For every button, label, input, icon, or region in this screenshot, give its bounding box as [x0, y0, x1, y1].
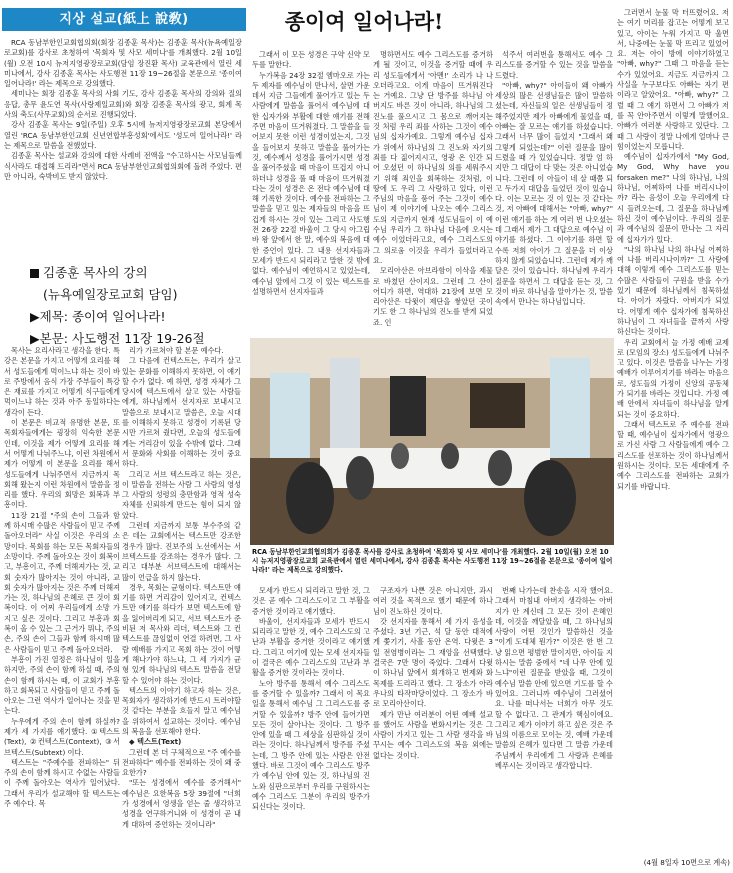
- lead-paragraph: 김종훈 목사는 설교와 강의에 대한 사례비 전액을 "수고하시는 사모님들께 식사라도 대접해 드리라"면서 RCA 동남부한인교회협의회에 돌려 주었다. 편만 아니라, 숙박비도 받지 않았다.: [4, 151, 242, 181]
- article-paragraph: 누가복음 24장 32절 엠마오로 가는 두 제자를 예수님이 만나서, 살면 가운데서 지금 그들에게 풀어가고 있는 두 사람에게 말씀을 풀어서 예수님에 대한 십자가와 부활에 대한 얘기를 전해주면 마음이 뜨거워졌다. 그 말씀을 들어보지 못한 이런 성경이었는지, 그것을 들어보지 못하고 말씀을 풀어가는 것, 예수께서 성경을 풀어가시면 성경을 풀어주셨을 때 마음이 뜨겁지 아니하더냐 성경을 풀 때 마음이 뜨거워졌다는 것이 성경은 온 전다 예수님에 대해 기록한 것이다. 예수를 전파하는 그 말씀을 믿고 있는 제자들의 마음을 뜨겁게 하시는 것이 있는 그리고 사도행전 26장 22절 바울이 그 당시 아그립바 왕 앞에서 한 말, 예수의 복음에 대한 증언이 있다. 그 내용 선지자들과 모세가 반드시 되리라고 말한 것 밖에 없다. 예수님이 예언하시고 있었는데, 예수님 앞에서 그것 이 있는 텍스트를 설명하면서 선지자들과: [252, 70, 370, 296]
- article-column-4: [373, 50, 493, 335]
- subheading-text: ◆ 텍스트(Text): [129, 737, 182, 747]
- article-paragraph: 경우, 목회는 균형이다. 텍스트만 얘기를 하면 거리감이 있어지고, 컨텍스트만 얘기를 하다가 보면 텍스트에 함을 잃어버리게 되고, 서브 텍스트가 준비된 저 목사와 리더, 텍스트와 그 컨텍스트를 끊임없이 연결 하려면, 그 사람 예배를 가지고 목회 하는 것이 어떻게 해나가야 하느냐, 그 세 가지가 균형 있게 하나님의 텍스트 말씀을 전달할 수 있어야 하는 것이다.: [122, 582, 241, 685]
- article-paragraph: 그러면서 눈물 막 터뜨렸어요. 저는 여기 머리를 잡고는 어떻게 보고 있고, 아이는 누워 가지고 막 울면서, 나중에는 눈물 막 뜨리고 있었어요. 저는 아이 방에 이야기하였고 "아빠, why?" 그때 그 마음을 듣는 수가 있었어요. 지금도 지금까지 그 사실을 누구보다도 아빠는 자기 편이라고 알았어요. "아빠, why?" 그럴 때 그 얘기 하면서 그 아빠가 저를 꼭 안아주면서 이렇게 말했어요. 아빠가 여러분 사랑하고 있단다. 그때 그 사랑이 정말 나에게 얼마나 큰 힘이었는지 모릅니다.: [617, 8, 729, 151]
- arrow-icon: ▶: [30, 309, 40, 324]
- conference-photo: [250, 338, 614, 545]
- info-speaker: 김종훈 목사의 강의: [30, 262, 245, 284]
- article-paragraph: 그런데 지금까지 보통 부수주의 같은 데는 교회에서는 텍스트만 강조한 경우가 많다. 진보주의 노선에서는 서브텍스트를 강조하는 경우가 많다. 그리고 대부분 서브텍스트에 대해서는 많이 언급을 하지 않는다.: [122, 521, 241, 582]
- article-column-6: [252, 586, 370, 869]
- article-paragraph: 그래서 텍스트로 주 예수를 전파할 때, 예수님이 십자가에서 영광으로 가신 사람 그 사람들에게 예수 그리스도를 선포하는 것이 하나님께서 원하시는 것이다. 모든 세대에게 주 예수 그리스도를 전파하는 교회가 되기를 바랍니다.: [617, 419, 729, 491]
- info-scripture: ▶본문: 사도행전 11장 19-26절: [30, 331, 205, 346]
- article-paragraph: 그래서 이 모든 성경은 구약 신약 모두를 말한다.: [252, 50, 370, 70]
- headline: 종이여 일어나라!: [284, 9, 444, 34]
- article-column-2: [122, 346, 241, 869]
- article-paragraph: 누우에게 주의 손이 함께 하실까? 제가 세 가지를 얘기했다. ①텍스트(Text), ②컨텍스트(Context), ③서브텍스트(Subtext) 이다.: [4, 716, 120, 757]
- article-paragraph: 갓 선지자를 통해서 세 가지 음성을 주셨다. 3년 기근, 석 달 동안 대적에게 쫓기기, 사흘 동안 온역. 다윗은 3일 전염병이라는 그 재앙을 선택했다. 결국은 7만 명이 죽었다. 그래서 다윗이 하나님 앞에서 회개하고 번제와 화목제를 드리라고 했다. 그 장소가 아라우나의 타작마당이었다. 그 장소가 바로 모리아산이다.: [373, 616, 493, 709]
- article-paragraph: 그리고 서브 텍스트라고 하는 것은, 이 말씀을 전하는 사람 그 사람의 영성 그 사람의 성령의 충만함과 영적 성숙 자체를 신뢰하게 만드는 힘이 되지 않았다.: [122, 469, 241, 520]
- article-paragraph: "아빠, why?" 아이들이 왜 아빠가 세상의 많은 선생님들은 많이 말씀하셨는데, 자신들의 일은 선생님들이 정해주었지만 제가 아빠에게 물었을 때, 아빠는 잘 모르는 얘기를 하셨습니다. 그래서 너무 많이 들었지 "그래서 왜 그렇게 되었는데?" 이런 질문을 많이 드렸을 때 가 있었습니다. 정말 엄 하지만 그 대답이 다 맞는 것은 아니었습니다. 그런데 이 아들이 네 살 때쯤 되고 두가지 대답을 들었던 것이 있습니다. 이는 모르는 것 이 있는 것 같다는 것, 저 아빠에 대해서는 "아빠, why?" 이런 얘기를 하는 게 여러 번 나오셨는데 그래서 제가 그 대답으로 예수님 이야기를 하셨다. 그 이야기를 하면 할 수록 저희 아이가 그 질문을 더 이상 하지 않게 되었습니다. 그런데 제가 깨달은 것이 있습니다. 하나님께 우리가 질문을 하면서 그 대답을 듣는 것, 그것이 바로 하나님을 알아가는 것, 말씀 속에서 만나는 하나님입니다.: [495, 80, 613, 307]
- article-paragraph: 노아 방주를 통해서 예수 그리스도를 증거할 수 있을까? 그래서 이 목요일을 통해서 예수님 그 그리스도를 증거할 수 있을까? 방주 안에 들어가면 모든 것이 살아나는 것이다. 그 방주 안에 있을 때 그 세상을 심판하실 것이라는 것이다. 하나님께서 방주를 주셨는데, 그 방주 안에 있는 사람은 안전했다. 바로 그것이 예수 그리스도 방주가 예수님 안에 있는 것, 하나님의 진노와 심판으로부터 우리를 구원하시는 예수 그리스도 그분이 우리의 방주가 되신다는 것이다.: [252, 678, 370, 812]
- article-paragraph: 부흥이 가진 열정은 하나님이 일을 하지만, 주의 손이 함께 하실 때, 주의 손이 함께 하시는 때, 이 교회가 부흥하고 회복되고 사람들이 믿고 주께 돌아오는 그런 역사가 일어나는 것을 믿는다.: [4, 654, 120, 716]
- article-paragraph: 리가 가르쳐야 할 본문 예수다.: [129, 346, 224, 355]
- article-paragraph: "또는 성경에서 예수를 증거해서" 예수님은 요한복음 5장 39절에 "너희가 성경에서 영생을 얻는 줄 생각하고 성경을 연구하거니와 이 성경이 곧 내게 대하여 증언하는 것이니라": [122, 778, 241, 829]
- lecture-info-box: [30, 262, 245, 350]
- article-paragraph: 모세가 반드시 되리라고 말한 것, 그것은 곧 예수 그리스도이고 그 부활을 증거한 것이라고 얘기했다.: [252, 586, 370, 616]
- conference-photo-illustration: [250, 338, 614, 545]
- article-paragraph: 11장 21절 "주의 손이 그들과 함께 하시매 수많은 사람들이 믿고 주께 돌아오더라" 사실 이것은 우리의 소망이다. 목회를 하는 모든 목회자들의 소망이다. 주께 돌아오는 것이 회복이고, 부흥이고, 주께 더해져가는 것, 교회 숫자가 많아지는 것이 아니라, 교회 숫자가 많아지는 것은 주께 더해져가는 것, 하나님의 은혜로 큰 것이 회복이다. 이 어찌 우리들에게 소망 가지고 싶은 것이다. 그리고 부흥과 회복이 올 수 있는 그 근거가 뭐냐, 주의 손, 주의 손이 그들과 함께 하시매 많은 사람들이 믿고 주께 돌아오더라.: [4, 510, 120, 654]
- article-paragraph: 텍스트는 "주예수를 전파하는" 뒤 주의 손이 함께 하시고 수없는 사람들이 주께 돌아오는 역사가 일어났다. 그래서 우리가 설교해야 할 텍스트는 주 예수다. 목: [4, 757, 120, 809]
- article-paragraph: 번째 나가는데 찬송을 시작 했어요. 그래서 마침내 아버지 생각하는 아버지가 안 계신데 그 모든 것이 은혜인데, 이것을 깨달았을 때, 그 하나님의 사랑이 어떤 것인가 말씀하신 것을 "이게 도대체 뭔가?" 이것은 한 번 그냥 읽으면 평범한 말이지만, 아이들 지 하시는 말씀 중에서 "네 나무 안에 있느냐"이런 질문을 받았을 때, 그것이 예수님 말씀 안에 있으면 기도를 할 수 있어요. 그러니까 예수님이 그러셨어요. 나를 떠나서는 너희가 아무 것도 할 수 없다고. 그 관계가 핵심이에요. 그리고 제가 이야기 하고 싶은 것은 주님의 이름으로 모이는 것, 예배 가운데 말씀의 은혜가 있다면 그 말씀 가운데 주님께서 우리에게 그 사랑과 은혜를 베푸시는 것이라고 생각합니다.: [495, 586, 613, 771]
- lead-paragraph: 세미나는 회장 김종훈 목사의 사회 기도, 강사 김종훈 목사의 강의와 질의 응답, 총무 윤도연 목사(사랑제일교회)와 회장 김종훈 목사의 광고, 회계 목사의 축도(사무교회)의 순서로 진행되었다.: [4, 89, 242, 120]
- section-tag: 지상 설교(紙上 說敎): [2, 8, 246, 31]
- article-paragraph: 이 본문은 비교적 유명한 본문, 또 목회자들에게는 굉장히 익숙한 본문인데, 이것을 제가 어떻게 요리를 해서 어떻게 나눠주느냐, 이런 차원에서 제가 어떻게 이 본문을 요리를 해서 성도들에게 나눠주면서 지금까지 목회해 왔는지 이런 차원에서 말씀을 정리를 했다. 우리의 회망은 회복과 부흥이다.: [4, 418, 120, 510]
- black-square-icon: [30, 269, 39, 278]
- article-column-5: [495, 50, 613, 335]
- article-paragraph: 그런데 본 더 구체적으로 "주 예수를 전파하다" 예수를 전파하는 것이 왜 중요한가?: [122, 747, 241, 778]
- article-paragraph: 모리아산은 아브라함이 이삭을 제물로 바쳤던 산이지요. 그런데 그 산이 어디가 하면, 역대하 21장에 보면 모리아산은 다윗이 제단을 쌓았던 곳이기도 한 그 하나님의 진노를 받게 되었죠. 인: [373, 266, 493, 327]
- article-paragraph: 석주서 여러번을 통해서도 예수 그리스도를 증거할 수 있는 것을 말씀을 드렸다.: [495, 50, 613, 80]
- lead-paragraph: 강사 김종훈 목사는 9일(주일) 오후 5시에 뉴저지영광장로교회 본당에서 열린 'RCA 동남부한인교회 신년연합부흥성회'에서도 '성도여 일어나라!' 라는 제목으로 말씀을 전했었다.: [4, 120, 242, 150]
- article-column-7: [373, 586, 493, 869]
- article-column-9: [617, 8, 729, 862]
- article-column-8: [495, 586, 613, 869]
- article-paragraph: 우리 교회에서 늘 가정 예배 교제로 (모임의 장소) 성도들에게 나눠주고 있다. 이것은 말씀을 나누는 가정 예배가 이루어지기를 바라는 마음으로, 성도들의 가정이 신앙의 공동체가 되기를 바라는 것입니다. 가정 예배 안에서 자녀들이 하나님을 알게 되는 것이 중요하다.: [617, 337, 729, 419]
- continuation-note: (4월 8일자 10면으로 계속): [643, 858, 730, 867]
- article-paragraph: 명하면서도 예수 그리스도를 증거하게 될 것이고, 이것을 증거할 때에 우리 성도들에게서 '아멘!' 소리가 나 나오더라고요. 이게 마음이 뜨거워진다는 거예요. 그냥 단 방주를 하나님 아버지도 바른 것이 아니라, 하나님의 그 진노를 풀으시고 그 몸으로 깨어지는 것 처럼 우리 죄를 사하는 그것이 예수님의 십자가예요. 그렇게 예수님 십자가 위에서 하나님의 그 진노와 자기의 죄를 다 짊어지시고, 영광 온 인간 되어 오셨던 이 하나님의 의를 세워주시기 위해 죄인을 회복하는 것처럼, 이 땅에 도 우리 그 사랑하고 있다, 이런 주님의 마음을 품어 주는 그것이 예수님이 제 이야기에 나오는 예수 그리스도의 지금까지 현재 성도님들이 이 예수님 우리가 그 하나님 다음에 오시는 예수 이었더라고요, 예수 그리스도의 그 의로움 이것을 우리가 들었더라고요.: [373, 50, 493, 265]
- article-paragraph: 제가 만난 여러분이 어떤 예배 설교를 했어도 사람을 변화시키는 것은 그 사람이 가지고 있는 그 사람 생각을 바꾸시는 예수 그리스도의 복음 외에는 없다는 것이다.: [373, 709, 493, 760]
- article-paragraph: 텍스트의 이야기 하고자 하는 것은, 목회자가 생각하기에 반드시 트러야할 것 같다는 부분을 흐들지 말고 예수님을 위하여서 설교하는 것이다. 예수님의 복음을 선포해야 한다.: [122, 685, 241, 736]
- info-title: ▶제목: 종이여 일어나라!: [30, 309, 166, 324]
- article-paragraph: "나의 하나님 나의 하나님 어찌하여 나를 버리시나이까?" 그 사랑에 대해 이렇게 예수 그리스도를 믿는 수많은 사람들이 구원을 받을 수가 있기 때문에 하나님께서 침묵하셨다. 아이가 자랐다. 아버지가 되었다. 어떻게 예수 십자가에 침묵하신 하나님이 그 자녀들을 끝까지 사랑하신다는 것이다.: [617, 244, 729, 337]
- article-paragraph: 그 다음에 컨텍스트는, 우리가 살고 있는 문화를 이해하지 못하면, 이 얘기할 수가 없다. 예 하면, 성경 자체가 그 당시에 텍스트에서 살고 있는 사람들에게, 하나님께서 선지자로 보내시고 말씀으로 보내시고 말씀은, 오늘 시대를 이해하지 못하고 성경이 기록된 당시만 가르쳐 줬다면, 오늘의 성도들에게는 거리감이 있을 수밖에 없다. 그래서 문화와 사회를 이해하는 것이 중요하다.: [122, 356, 241, 469]
- info-church: (뉴욕예일장로교회 담임): [43, 287, 178, 302]
- article-paragraph: 바울이, 선지자들과 모세가 반드시 되리라고 말한 것, 예수 그리스도의 고난과 부활을 증거한 것이라고 얘기했다. 그리고 여기에 있는 모세 선지자들이 결국은 예수 그리스도의 고난과 부활을 증거한 것이라는 것이다.: [252, 616, 370, 678]
- photo-caption: RCA 동남부한인교회협의회가 김종훈 목사를 강사로 초청하여 '목회자 및 사모 세미나'를 개최했다. 2월 10일(월) 오전 10시 뉴저지영광장로교회 교육관에서 열린 세미나에서, 강사 김종훈 목사는 사도행전 11장 19~26절을 본문으로 '종이여 일어나라!' 라는 제목으로 강의했다.: [252, 548, 613, 575]
- lead-paragraph: RCA 동남부한인교회협의회(회장 김종훈 목사)는 김종훈 목사(뉴욕예일장로교회)를 강사로 초청하여 '목회자 및 사모 세미나'를 개최했다. 2월 10일(월) 오전 10시 뉴저지영광장로교회(담임 장진환 목사) 교육관에서 열린 세미나에서, 강사 김종훈 목사는 사도행전 11장 19~26절을 본문으로 '종이여 일어나라!' 라는 제목으로 강의했다.: [4, 38, 242, 89]
- article-column-1: [4, 346, 120, 869]
- arrow-icon: ▶: [30, 331, 40, 346]
- lead-article: [4, 38, 242, 270]
- article-paragraph: 구조자가 나쁜 것은 아니지만, 과시 여러 것을 목적으로 했기 때문에 하나님이 진노하신 것이다.: [373, 586, 493, 616]
- article-paragraph: 예수님이 십자가에서 "My God, My God, Why have you forsaken me?" 나의 하나님, 나의 하나님, 어찌하여 나를 버리시나이까? 라는 음성이 오늘 우리에게 다시 들려오는데, 그 질문을 하나님께 하신 것이 예수님이다. 우리의 질문과 예수님의 질문이 만나는 그 자리에 십자가가 있다.: [617, 152, 729, 244]
- article-column-3: [252, 50, 370, 335]
- article-paragraph: 목사는 요리사라고 생각을 한다. 특강은 본문을 가지고 어떻게 요리를 해서 성도들에게 먹이느냐 하는 것이 바로 주방에서 음식 가장 주부들이 특강은 재료를 가지고 어떻게 식구들에게 먹이느냐 하는 것과 아주 동일하다는 생각이 든다.: [4, 346, 120, 417]
